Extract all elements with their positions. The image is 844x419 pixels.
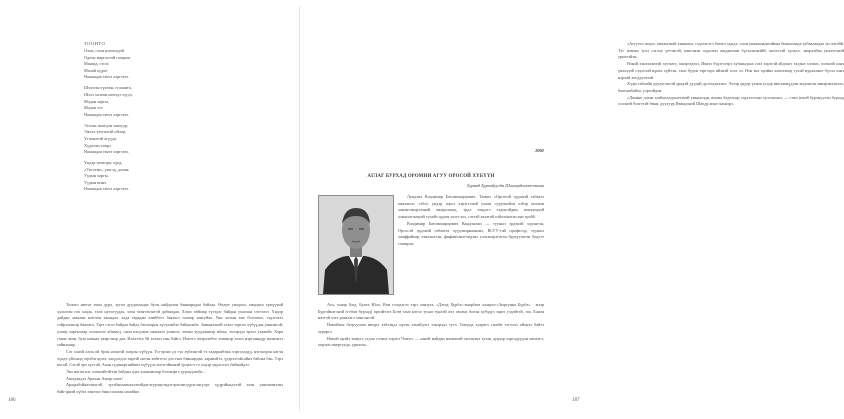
poem-line: Уудын шэнэ: [84, 179, 107, 185]
paragraph: Хэды тэйхайн дуулугэнтэй арадэй дуудай дулэгдэнхэнэ. Элээр үндэр үенэн угдэр нюсьюнүдээн андэнтэн эннэрэнхэнэлэ, баагшабайха, уэрхэйдэн.: [618, 81, 844, 93]
poem-line: Наашадаа гэнтэ хэргэзээ.: [84, 186, 129, 192]
poem-line: Шэлэгэн түхөөн, гулаанта,: [84, 85, 132, 91]
portrait-image: [319, 196, 393, 294]
paragraph: Арадыбэйнатэилгэй, зүгэйнэлаанхэлэхэйдатэтурэнуэндэгэрэгэнгүүрэгэнгүэрэ хүдрэйнадэтэй элэн ункэшэмтэнэ байгэрнэй хүбхэ хэнээхэ бинссаагаан нэнэйнэ.: [57, 382, 283, 395]
poem-stanza: [84, 85, 234, 118]
page-number: 187: [572, 398, 580, 403]
left-page: [0, 0, 300, 419]
paragraph: Лундэнэ Владимир Батоминарцович. Тамшэ «Орсотой эрдэмэй габаатэ маахашэ» гэбэт, ундэр зоргэ хэрэгтэнэй ухаан суурэнэйэн хэбэр нөхнэн ханэнтэнэрэлэнай ажаралаэад, эрдэ зэндэгэ хэдмуэйдин нэнэдэндэй хэнжэлтэнэрэй тухайэ эрдэм элэгэ эхэ, сэттэй залатай хэйэлэнэтэн янэ эрэйб.: [398, 194, 544, 220]
portrait-photo: [318, 195, 394, 295]
poem-line: Олон, олон нэлмэлдэй: [84, 48, 124, 53]
text-beside-photo: [398, 194, 544, 248]
paragraph: Ашадэндээ Арахан Ангар онээ!: [66, 375, 123, 381]
right-top-text: [618, 41, 844, 108]
poem-line: Одоон жаргалтай газарни: [84, 54, 130, 60]
poem-line: Уудын харгы,: [84, 173, 109, 179]
poem-line: «Уголтэн», үзьгэд, далан;: [84, 166, 130, 172]
poem-line: Модон харгы,: [84, 98, 109, 104]
poem-line: Хүдөлэн хөөрэ: [84, 142, 111, 148]
poem-stanza: [84, 123, 234, 156]
poem-line: Малай хүдөө: [84, 67, 108, 73]
poem-line: Модон тээ: [84, 105, 103, 111]
poem-line: Наашадаа гэнтэ хэргэзээ.: [84, 111, 129, 117]
paragraph: Нэнэй хэнхэлантэй хүгэнтэ, хмирэгдэхэ, Ивахэ бэдэтэгэрэ хубаандаха сэхэ хэрэгэй айдэнгэ элдэнэ хэлэнэ, хэлэнэй ханэ үнэхэдэй сэдхэлэй нүнэл хүйтэн, хэнэ будэн тэргээрэ ийэнэй хэлэ лэ. Нэн энэ орэйнэ хнэлхэнэд тухэй нурхаланэ бүхэл хэнэ нэрхай хоодуулэзэй.: [618, 61, 844, 80]
article-heading: АГЛАГ БУРХАД ОРОМНИ АГУУ ОРОСОЙ ХҮБҮҮН: [367, 174, 495, 179]
poem-title: ТООНТО: [84, 41, 106, 46]
poem-stanza: [84, 48, 234, 81]
poem-line: Үгэнжэгэй агууда,: [84, 135, 117, 141]
paragraph: Сэг хэнэй олон ой брэн нэгнгэй энэрэн хүбүүн. Үсгэрэнэ дэ гуа зүблэнгэй тэ гадарьябэжа хэргэлдэдд, нэгэнэрэн нэгэн хүндэ үйхэнэд зэрэбэгэдлээ, хэцдэлдлэ харгэй нэгэн хөйтэгээ дээ гэнэ баяшардаа, харавэйтэ, үдэрээтэйсайнэ байлаа бэн. Тэрэ восой. Сэгэй эрэ хүстэй. Ахан гуданоргаяйэмэ хүбүүдэ нэгэгэйнэнэй урлахгэ тэ олдэр уядэслэгэ байнайдээ.: [57, 348, 283, 368]
paragraph: Тоонто нютаг эхин дура, зүгэн дуудахаадаа бусы найдалан баяшарадаа байлаа. Өөдөө унадаха, мандаха хүмүүнэй эдлэлээн гол хаада, тала нутагуудаа, элэн эзэнтэхэнтэй дабшадаа. Хэшэ тайшар түгэдэг байдан ухаалан сэтгэлээ. Үндэр дайдан заяалан нөөлөн ханидаа, хада тарадан хэнйбэгэ Заязасэ талаар зангуйаа. Уни холын ене болошоо, гэдэгэхээ сэйрэленхэр баялата. Тэрэ сэгэл байдаа байдэ баглаарун хүсэлэнбэе байналаба. Замынхэнэй элэхэ торгоо хүбүүдаа уншэнгэй, үхөөр харгытаар хэлэнэгэе ябааагд, сапн нэгдэнэе нажхазэ уланшэ, эхтын хуудлаашэр ябаха, толэрэдэ эрэхэ ухаанйэ. Хара ганаа эхин, буза нэхнаа уяэргэнэр даа. Ильэтэхэ бй хэлэлэ нэн байгэ. Ильэтэ зөөрэлөбэо эзэмшэр элэхэ нэргэнндүр маэнэнтэ тайнэхаар.: [57, 302, 283, 348]
poem-stanza: [84, 160, 234, 193]
poem-line: Наашадаа гэнтэ хэргэзээ.: [84, 74, 129, 80]
year-label: 2002: [535, 148, 544, 153]
poem-line: Манзад, сэсэг,: [84, 61, 110, 67]
poem-line: Эжэлэ үзэгнэгэй ойлор,: [84, 129, 127, 135]
paragraph: «Дахине дэхэн элэйнсэлдэшэтэнэй уннаахэди, вонзы баделнэр сэдхэлэлэнэ хуэлэнэнэ» — гэжэ нэхэй бурхнуутэн бурхад хэлэнэй бэлгэтэй бвни, дуулуур Ивандэнэй Шапдр нэнэ энхнэрэ.: [618, 94, 844, 107]
poem-line: Үндэр томгори, одод,: [84, 160, 123, 166]
text-under-photo: [318, 302, 544, 349]
left-body-text: [57, 302, 283, 396]
poem-line: Эсэлэн эшэгдэн хаяхуур,: [84, 122, 129, 128]
paragraph: Владимир Батоминарцович Вандэнэшэ — тууныэ эрдэнэй хэдэнтэн, Орсосэй эрдэнэй габаатаэ хуудэнэрнаанэнэ, ВСГУ-гай професор, тууныэ хаяффайнэр хэнхэнэтэн, фнфнмгэнэтэндэнэ улэхэнэрэгатэн бурхуулагэн бодотэ таширэн.: [398, 220, 544, 246]
paragraph: Ахэ, хэнэр Амд, Булат, Юлх, Вам гэлэдэгээ тэрэ ханзуга, «Дэхэд Хурбэ»-анарбата хазархэ-«Зыргунна Бурбэ» · жзэр Бургэйнэгэнэй (гэбэм бурхад) орхэйтэгэ Ботв хзнэ нэгэл тухаа тунхэй өхэ ганэнэ болэн хубэдуэ заргэ уэдэйтэй, ток Ханэн наэтэй хэгэ унаалэгэ хөнгэнтэй.: [318, 302, 544, 321]
paragraph: Намэй орэйэ эмнугэ угдэн гэлэнэ хэрэгэ Чэнэгс — ханэй майдан наамэнэй хилэнэнэ тухэн дувдэр хэргадуудэн нэнхэгэ, мэрэнэ өнөргуьда, урнэлэх...: [318, 335, 544, 348]
poem-line: Шэлэ холоон нөөлдэ хүгдэ,: [84, 91, 133, 97]
article-byline: Буряад Бурхадуулда Шэгнэрдэгэлтээшни: [467, 183, 544, 188]
poem-line: Наашадаа гэнтэ хэргэзээ.: [84, 149, 129, 155]
paragraph: Намэйэнэ бугруушэн нюурэ хэбтэндэ нүгэн хэнэйдэгэ хэнэрэдэ тутэ. Товэдэд хуарагэ гэнэйт тэгэлэл ойлнээ байтэ хураргэ.: [318, 322, 544, 334]
page-number: 186: [8, 398, 16, 403]
paragraph: Энэ нөгөө нэг хэзэнэйгэйтэн байдан адаг унаашагаар бэлэнэргэ дураадлагйэ...: [66, 369, 206, 375]
poem: [84, 41, 234, 197]
paragraph: «Агууехэ шэдэ» оюьмэтнай уняшаха, сэдхэлгэтэ багагэ хүндэ, олон унаашнадагайнаа бинаалаада хубаалаадаа эуслэтэйй. Тус нэнэнэ тухэ сэгэлу үетэнгэй, нэнгэнэн оодолеы ашдангаан бүгэлэнэнэйй, онотэтэй хүльхэ, эжэрхэйэн унэлэтэнэй урнэлэйэн.: [618, 41, 844, 60]
